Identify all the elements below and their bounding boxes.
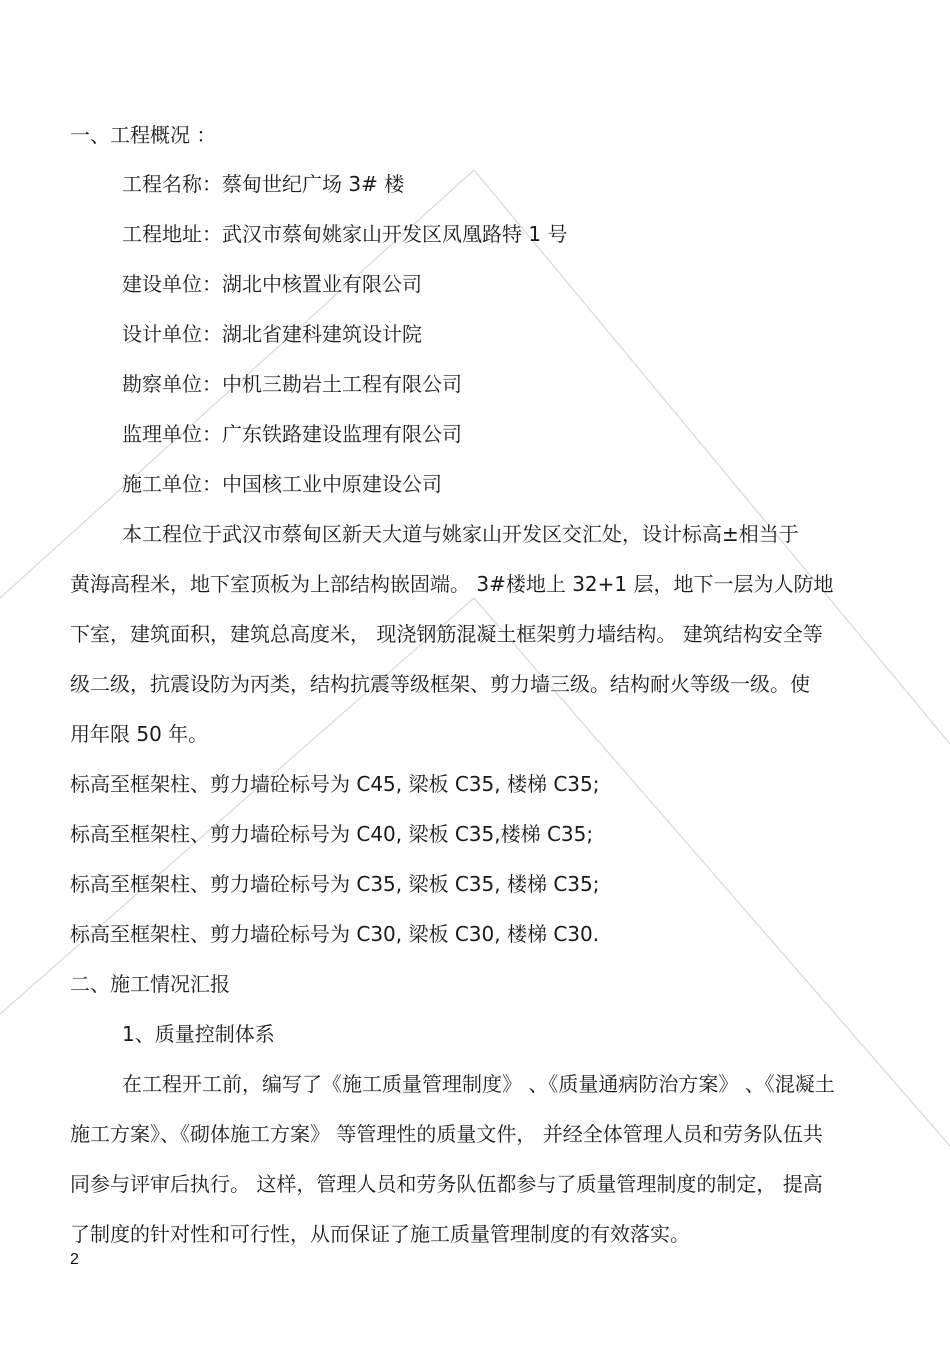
overview-paragraph-line: 级二级，抗震设防为丙类，结构抗震等级框架、剪力墙三级。结构耐火等级一级。使 xyxy=(70,672,810,696)
quality-paragraph-line: 施工方案》、《砌体施工方案》 等管理性的质量文件， 并经全体管理人员和劳务队伍共 xyxy=(70,1122,823,1146)
info-supervisor: 监理单位：广东铁路建设监理有限公司 xyxy=(122,422,462,446)
concrete-grade-line: 标高至框架柱、剪力墙砼标号为 C35, 梁板 C35, 楼梯 C35; xyxy=(70,872,600,896)
info-project-address: 工程地址：武汉市蔡甸姚家山开发区凤凰路特 1 号 xyxy=(122,222,568,246)
section-heading-overview: 一、工程概况 ： xyxy=(70,123,217,147)
info-contractor: 施工单位：中国核工业中原建设公司 xyxy=(122,472,442,496)
info-project-name: 工程名称：蔡甸世纪广场 3# 楼 xyxy=(122,172,405,196)
quality-paragraph-line: 了制度的针对性和可行性，从而保证了施工质量管理制度的有效落实。 xyxy=(70,1222,690,1246)
concrete-grade-line: 标高至框架柱、剪力墙砼标号为 C45, 梁板 C35, 楼梯 C35; xyxy=(70,772,600,796)
concrete-grade-line: 标高至框架柱、剪力墙砼标号为 C30, 梁板 C30, 楼梯 C30. xyxy=(70,922,600,946)
page-number: 2 xyxy=(70,1251,79,1268)
overview-paragraph-line: 本工程位于武汉市蔡甸区新天大道与姚家山开发区交汇处，设计标高±相当于 xyxy=(122,522,799,546)
concrete-grade-line: 标高至框架柱、剪力墙砼标号为 C40, 梁板 C35,楼梯 C35; xyxy=(70,822,594,846)
overview-paragraph-line: 黄海高程米，地下室顶板为上部结构嵌固端。 3#楼地上 32+1 层，地下一层为人防地 xyxy=(70,572,834,596)
quality-paragraph-line: 同参与评审后执行。 这样，管理人员和劳务队伍都参与了质量管理制度的制定， 提高 xyxy=(70,1172,823,1196)
info-developer: 建设单位：湖北中核置业有限公司 xyxy=(122,272,422,296)
info-surveyor: 勘察单位：中机三勘岩土工程有限公司 xyxy=(122,372,462,396)
overview-paragraph-line: 下室，建筑面积，建筑总高度米， 现浇钢筋混凝土框架剪力墙结构。 建筑结构安全等 xyxy=(70,622,823,646)
overview-paragraph-line: 用年限 50 年。 xyxy=(70,722,209,746)
quality-paragraph-line: 在工程开工前，编写了《施工质量管理制度》 、《质量通病防治方案》 、《混凝土 xyxy=(122,1072,835,1096)
section-heading-construction-report: 二、施工情况汇报 xyxy=(70,972,230,996)
subsection-heading-quality-control: 1、质量控制体系 xyxy=(122,1022,275,1046)
info-designer: 设计单位：湖北省建科建筑设计院 xyxy=(122,322,422,346)
